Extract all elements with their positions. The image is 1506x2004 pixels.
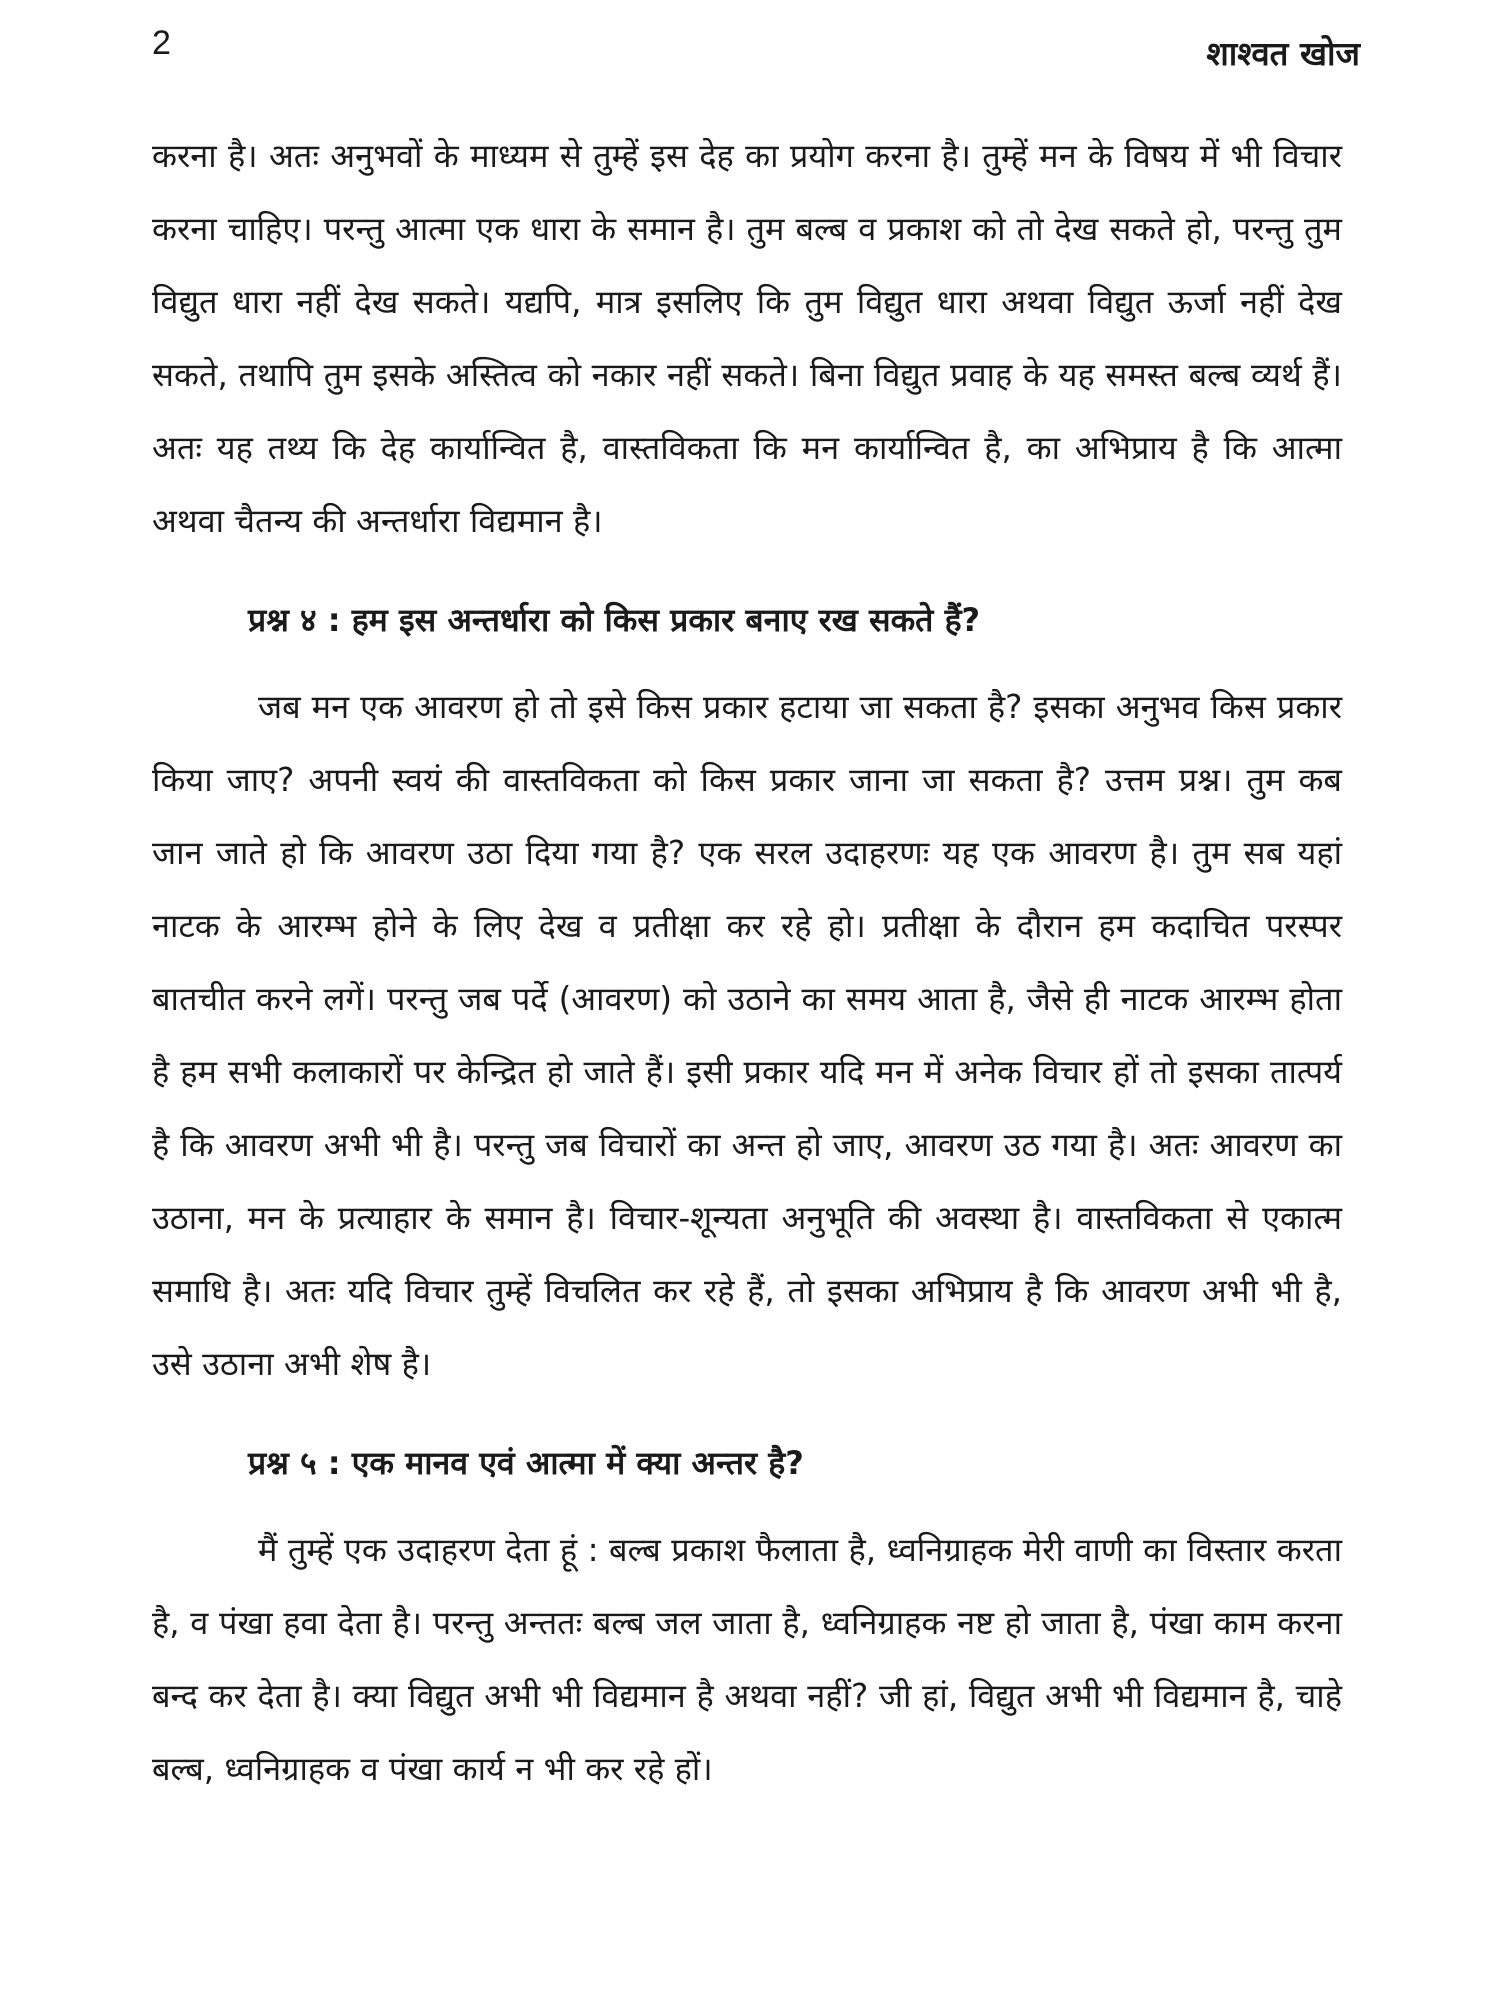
paragraph-2: जब मन एक आवरण हो तो इसे किस प्रकार हटाया जा सकता है? इसका अनुभव किस प्रकार किया जाए? अपनी स्वयं की वास्तविकता को किस प्रकार जाना जा सकता है? उत्तम प्रश्न। तुम कब जान जाते हो कि आवरण उठा दिया गया है? एक सरल उदाहरणः यह एक आवरण है। तुम सब यहां नाटक के आरम्भ होने के लिए देख व प्रतीक्षा कर रहे हो। प्रतीक्षा के दौरान हम कदाचित परस्पर बातचीत करने लगें। परन्तु जब पर्दे (आवरण) को उठाने का समय आता है, जैसे ही नाटक आरम्भ होता है हम सभी कलाकारों पर केन्द्रित हो जाते हैं। इसी प्रकार यदि मन में अनेक विचार हों तो इसका तात्पर्य है कि आवरण अभी भी है। परन्तु जब विचारों का अन्त हो जाए, आवरण उठ गया है। अतः आवरण का उठाना, मन के प्रत्याहार के समान है। विचार-शून्यता अनुभूति की अवस्था है। वास्तविकता से एकात्म समाधि है। अतः यदि विचार तुम्हें विचलित कर रहे हैं, तो इसका अभिप्राय है कि आवरण अभी भी है, उसे उठाना अभी शेष है। [152,688,1342,1383]
question-5-heading: प्रश्न ५ : एक मानव एवं आत्मा में क्या अन्तर है? [248,1444,804,1482]
running-title: शाश्वत खोज [1206,34,1360,73]
page-number: 2 [152,24,171,62]
paragraph-3: मैं तुम्हें एक उदाहरण देता हूं : बल्ब प्रकाश फैलाता है, ध्वनिग्राहक मेरी वाणी का विस्तार करता है, व पंखा हवा देता है। परन्तु अन्ततः बल्ब जल जाता है, ध्वनिग्राहक नष्ट हो जाता है, पंखा काम करना बन्द कर देता है। क्या विद्युत अभी भी विद्यमान है अथवा नहीं? जी हां, विद्युत अभी भी विद्यमान है, चाहे बल्ब, ध्वनिग्राहक व पंखा कार्य न भी कर रहे हों। [152,1531,1342,1788]
page-header [0,0,1506,100]
page-body [152,120,1342,1806]
paragraph-1: करना है। अतः अनुभवों के माध्यम से तुम्हें इस देह का प्रयोग करना है। तुम्हें मन के विषय में भी विचार करना चाहिए। परन्तु आत्मा एक धारा के समान है। तुम बल्ब व प्रकाश को तो देख सकते हो, परन्तु तुम विद्युत धारा नहीं देख सकते। यद्यपि, मात्र इसलिए कि तुम विद्युत धारा अथवा विद्युत ऊर्जा नहीं देख सकते, तथापि तुम इसके अस्तित्व को नकार नहीं सकते। बिना विद्युत प्रवाह के यह समस्त बल्ब व्यर्थ हैं। अतः यह तथ्य कि देह कार्यान्वित है, वास्तविकता कि मन कार्यान्वित है, का अभिप्राय है कि आत्मा अथवा चैतन्य की अन्तर्धारा विद्यमान है। [152,137,1342,540]
question-4-heading: प्रश्न ४ : हम इस अन्तर्धारा को किस प्रकार बनाए रख सकते हैं? [248,601,981,639]
